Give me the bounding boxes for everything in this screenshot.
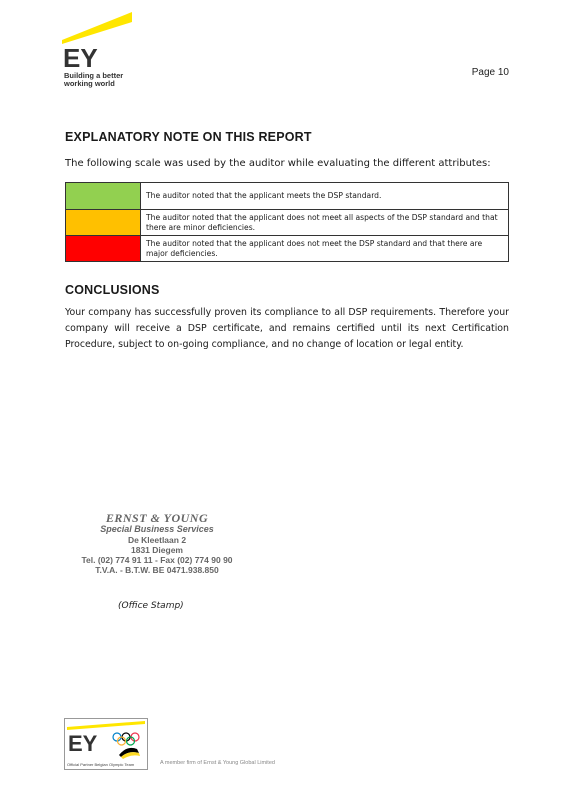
stamp-division: Special Business Services — [100, 524, 214, 534]
logo-tagline — [64, 72, 144, 88]
stamp-street: De Kleetlaan 2 — [127, 535, 187, 545]
ey-logo-graphic — [62, 10, 134, 70]
ey-logo — [62, 10, 134, 90]
stamp-company: ERNST & YOUNG — [105, 511, 209, 525]
member-firm-note: A member firm of Ernst & Young Global Limited — [160, 760, 275, 766]
scale-row-amber — [66, 210, 509, 236]
scale-text-green: The auditor noted that the applicant meets the DSP standard. — [141, 183, 509, 210]
partner-logo-graphic — [65, 719, 147, 759]
amber-swatch — [66, 210, 141, 236]
green-swatch — [66, 183, 141, 210]
rating-scale-table — [65, 182, 509, 262]
scale-row-red — [66, 236, 509, 262]
stamp-phone: Tel. (02) 774 91 11 - Fax (02) 774 90 90 — [81, 555, 233, 565]
scale-text-amber: The auditor noted that the applicant does not meet all aspects of the DSP standard and that there are minor deficiencies. — [141, 210, 509, 236]
page-number: Page 10 — [471, 67, 509, 78]
footer-logo-beam — [67, 721, 145, 730]
footer-logo-letters: EY — [68, 731, 98, 756]
office-stamp — [62, 512, 252, 575]
conclusions-text: Your company has successfully proven its compliance to all DSP requirements. Therefore your company will receive a DSP certificate, and remains certified until its next Certification Procedure, subject to on-going compliance, and no change of location or legal entity. — [65, 307, 509, 350]
scale-text-red: The auditor noted that the applicant does not meet the DSP standard and that there are major deficiencies. — [141, 236, 509, 262]
explanatory-heading: EXPLANATORY NOTE ON THIS REPORT — [65, 130, 312, 144]
conclusions-heading: CONCLUSIONS — [65, 283, 160, 297]
tagline-line1: Building a better — [64, 71, 124, 80]
logo-letters: EY — [63, 43, 98, 70]
stamp-city: 1831 Diegem — [131, 545, 183, 555]
logo-beam — [62, 12, 132, 44]
tagline-line2: working world — [64, 79, 115, 88]
partner-tagline: Official Partner Belgian Olympic Team — [67, 762, 135, 767]
red-swatch — [66, 236, 141, 262]
explanatory-intro: The following scale was used by the auditor while evaluating the different attributes: — [65, 158, 491, 169]
scale-row-green — [66, 183, 509, 210]
stamp-caption: (Office Stamp) — [118, 601, 184, 611]
olympic-partner-logo — [64, 718, 148, 770]
stamp-vat: T.V.A. - B.T.W. BE 0471.938.850 — [95, 565, 219, 575]
